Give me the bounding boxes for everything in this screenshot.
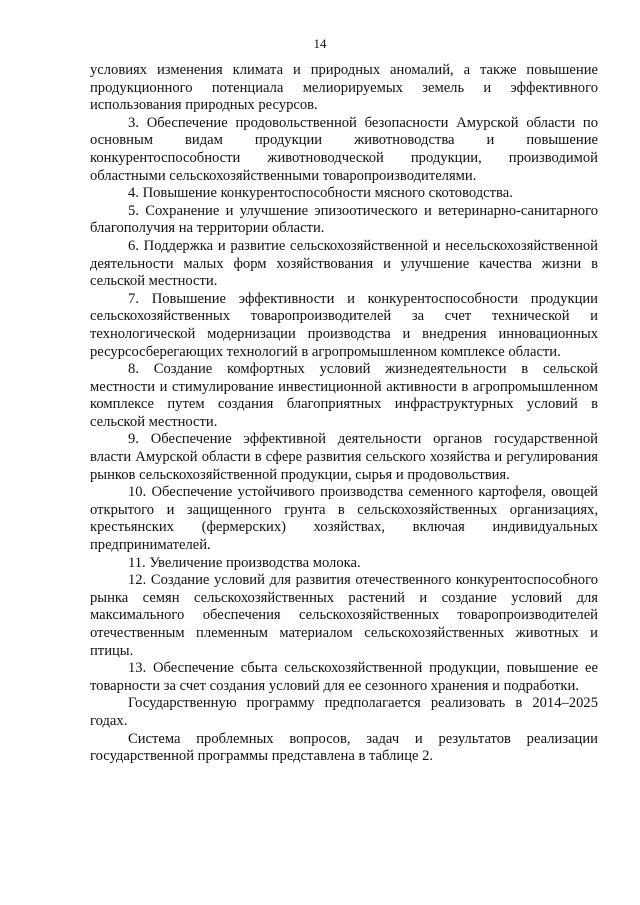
paragraph-item-9: 9. Обеспечение эффективной деятельности органов государственной власти Амурской области в сфере развития сельского хозяйства и регулирования рынков сельскохозяйственной продукции, сырья и продовольствия. (90, 431, 598, 483)
paragraph-item-8: 8. Создание комфортных условий жизнедеятельности в сельской местности и стимулирование инвестиционной активности в агропромышленном комплексе путем создания благоприятных инфраструктурных условий в сельской местности. (90, 361, 598, 430)
paragraph-item-7: 7. Повышение эффективности и конкурентоспособности продукции сельскохозяйственных товаропроизводителей за счет технической и технологической модернизации производства и внедрения инновационных ресурсосберегающих технологий в агропромышленном комплексе области. (90, 290, 598, 360)
paragraph-item-6: 6. Поддержка и развитие сельскохозяйственной и несельскохозяйственной деятельности малых форм хозяйствования и улучшение качества жизни в сельской местности. (90, 237, 598, 290)
paragraph-item-3: 3. Обеспечение продовольственной безопасности Амурской области по основным видам продукции животноводства и повышение конкурентоспособности животноводческой продукции, производимой областными сельскохозяйственными товаропроизводителями. (90, 114, 598, 184)
paragraph-item-10: 10. Обеспечение устойчивого производства семенного картофеля, овощей открытого и защищенного грунта в сельскохозяйственных организациях, крестьянских (фермерских) хозяйствах, включая индивидуальных предпринимателей. (90, 484, 598, 554)
paragraph-item-13: 13. Обеспечение сбыта сельскохозяйственной продукции, повышение ее товарности за счет создания условий для ее сезонного хранения и подработки. (90, 660, 598, 694)
paragraph-item-5: 5. Сохранение и улучшение эпизоотического и ветеринарно-санитарного благополучия на территории области. (90, 202, 598, 237)
paragraph-item-12: 12. Создание условий для развития отечественного конкурентоспособного рынка семян сельскохозяйственных растений и создание условий для максимального обеспечения сельскохозяйственных товаропроизводителей отечественным племенным материалом сельскохозяйственных животных и птицы. (90, 572, 598, 659)
paragraph-item-11: 11. Увеличение производства молока. (128, 554, 361, 571)
paragraph-program-period: Государственную программу предполагается реализовать в 2014–2025 годах. (90, 695, 598, 729)
paragraph-item-4: 4. Повышение конкурентоспособности мясного скотоводства. (128, 185, 513, 202)
paragraph-system-reference: Система проблемных вопросов, задач и результатов реализации государственной программы представлена в таблице 2. (90, 730, 598, 765)
paragraph-intro-continuation: условиях изменения климата и природных аномалий, а также повышение продукционного потенциала мелиорируемых земель и эффективного использования природных ресурсов. (90, 62, 598, 114)
document-body (90, 62, 598, 766)
page-number: 14 (313, 36, 327, 51)
